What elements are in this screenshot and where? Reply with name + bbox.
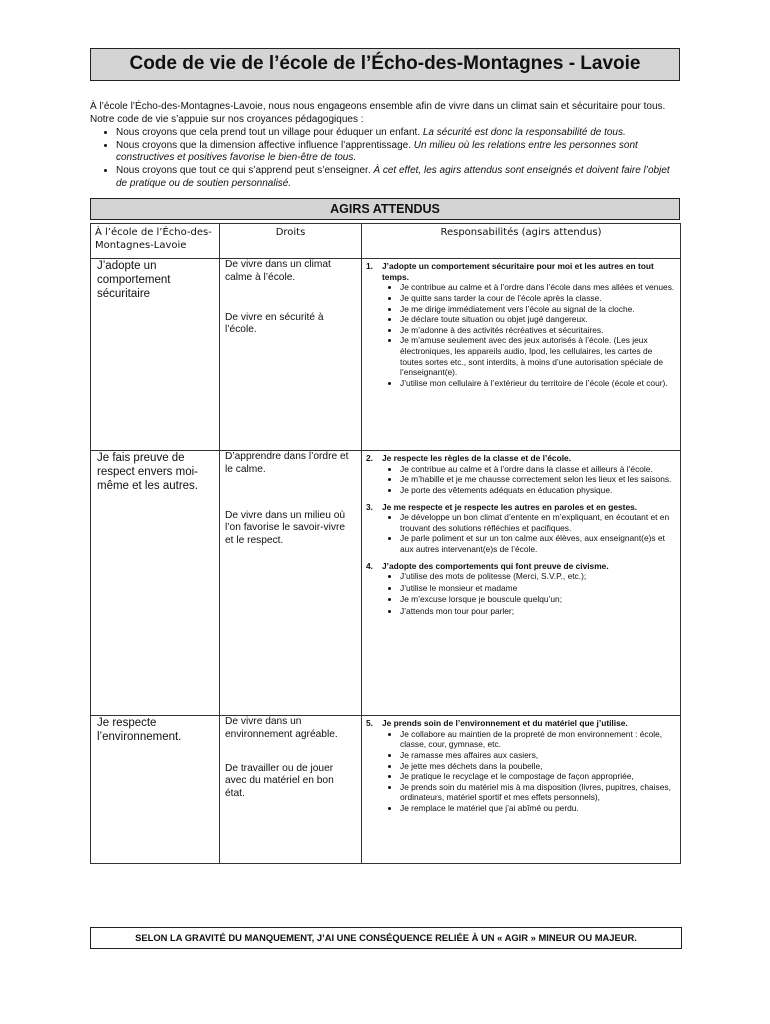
theme-cell: J’adopte un comportement sécuritaire xyxy=(91,259,220,451)
responsibilities-cell xyxy=(362,716,681,864)
responsibility-heading: 5. Je prends soin de l’environnement et du matériel que j’utilise. xyxy=(366,718,628,729)
list-item: • J’utilise le monsieur et madame xyxy=(400,583,676,594)
list-item: • Je m’adonne à des activités récréatives et sécuritaires. xyxy=(400,325,676,336)
right-item: D’apprendre dans l’ordre et le calme. xyxy=(225,451,349,475)
table-row xyxy=(91,716,681,864)
responsibility-heading: 4. J’adopte des comportements qui font preuve de civisme. xyxy=(366,560,609,571)
rights-cell xyxy=(220,451,362,716)
belief-item: • Nous croyons que tout ce qui s’apprend peut s’enseigner. À cet effet, les agirs attendus sont enseignés et doivent faire l’objet de pratique ou de soutien personnalisé. xyxy=(116,165,680,190)
column-header: Droits xyxy=(220,224,362,259)
right-item: De travailler ou de jouer avec du matériel en bon état. xyxy=(225,762,334,799)
responsibility-list xyxy=(366,512,676,554)
intro-paragraph: À l’école l’Écho-des-Montagnes-Lavoie, nous nous engageons ensemble afin de vivre dans un climat sain et sécuritaire pour tous. Notre code de vie s’appuie sur nos croyances pédagogiques : xyxy=(90,101,666,125)
section-band: AGIRS ATTENDUS xyxy=(90,198,680,220)
list-item: • Je m’amuse seulement avec des jeux autorisés à l’école. (Les jeux électroniques, les appareils audio, Ipod, les cellulaires, les cartes de toutes sortes etc., sont interdits, à moins d’une autorisation spéciale de l’enseignant(e). xyxy=(400,335,676,377)
beliefs-list xyxy=(90,127,680,190)
responsibility-list xyxy=(366,282,676,388)
theme-cell: Je respecte l’environnement. xyxy=(91,716,220,864)
list-item: • J’attends mon tour pour parler; xyxy=(400,606,676,617)
column-header: À l’école de l’Écho-des-Montagnes-Lavoie xyxy=(91,224,220,259)
intro-section xyxy=(90,101,680,190)
belief-item: • Nous croyons que la dimension affective influence l’apprentissage. Un milieu où les relations entre les personnes sont constructives et positives favorise le bien-être de tous. xyxy=(116,140,680,165)
list-item: • Je parle poliment et sur un ton calme aux élèves, aux enseignant(e)s et aux autres intervenant(e)s de l’école. xyxy=(400,533,676,554)
column-header: Responsabilités (agirs attendus) xyxy=(362,224,681,259)
list-item: • Je quitte sans tarder la cour de l’école après la classe. xyxy=(400,293,676,304)
rights-cell xyxy=(220,716,362,864)
table-header-row xyxy=(91,224,681,259)
list-item: • Je collabore au maintien de la propreté de mon environnement : école, classe, cour, gymnase, etc. xyxy=(400,729,676,750)
responsibility-list xyxy=(366,464,676,496)
responsibility-heading: 3. Je me respecte et je respecte les autres en paroles et en gestes. xyxy=(366,501,638,512)
consequence-footer: SELON LA GRAVITÉ DU MANQUEMENT, J’AI UNE CONSÉQUENCE RELIÉE À UN « AGIR » MINEUR OU MAJEUR. xyxy=(90,927,682,949)
list-item: • J’utilise des mots de politesse (Merci, S.V.P., etc.); xyxy=(400,571,676,582)
list-item: • Je prends soin du matériel mis à ma disposition (livres, pupitres, chaises, ordinateurs, matériel sportif et mes effets personnels), xyxy=(400,782,676,803)
theme-cell: Je fais preuve de respect envers moi-même et les autres. xyxy=(91,451,220,716)
responsibility-list xyxy=(366,729,676,814)
list-item: • J’utilise mon cellulaire à l’extérieur du territoire de l’école (école et cour). xyxy=(400,378,676,389)
list-item: • Je jette mes déchets dans la poubelle, xyxy=(400,761,676,772)
right-item: De vivre dans un climat calme à l’école. xyxy=(225,259,331,283)
list-item: • Je m’excuse lorsque je bouscule quelqu’un; xyxy=(400,594,676,605)
responsibility-heading: 1. J’adopte un comportement sécuritaire pour moi et les autres en tout temps. xyxy=(366,261,654,282)
table-row xyxy=(91,259,681,451)
rights-cell xyxy=(220,259,362,451)
right-item: De vivre dans un milieu où l’on favorise le savoir-vivre et le respect. xyxy=(225,509,346,546)
list-item: • Je ramasse mes affaires aux casiers, xyxy=(400,750,676,761)
table-row xyxy=(91,451,681,716)
document-title: Code de vie de l’école de l’Écho-des-Montagnes - Lavoie xyxy=(90,48,680,81)
list-item: • Je pratique le recyclage et le compostage de façon appropriée, xyxy=(400,771,676,782)
list-item: • Je contribue au calme et à l’ordre dans la classe et ailleurs à l’école. xyxy=(400,464,676,475)
responsibilities-cell xyxy=(362,451,681,716)
responsibility-list xyxy=(366,571,676,616)
list-item: • Je contribue au calme et à l’ordre dans l’école dans mes allées et venues. xyxy=(400,282,676,293)
list-item: • Je m’habille et je me chausse correctement selon les lieux et les saisons. xyxy=(400,474,676,485)
code-table xyxy=(90,223,681,864)
right-item: De vivre en sécurité à l’école. xyxy=(225,311,324,336)
right-item: De vivre dans un environnement agréable. xyxy=(225,716,338,740)
belief-item: • Nous croyons que cela prend tout un village pour éduquer un enfant. La sécurité est donc la responsabilité de tous. xyxy=(116,127,680,140)
list-item: • Je déclare toute situation ou objet jugé dangereux. xyxy=(400,314,676,325)
responsibilities-cell xyxy=(362,259,681,451)
list-item: • Je porte des vêtements adéquats en éducation physique. xyxy=(400,485,676,496)
responsibility-heading: 2. Je respecte les règles de la classe et de l’école. xyxy=(366,453,572,464)
document-page xyxy=(90,48,680,864)
list-item: • Je développe un bon climat d’entente en m’expliquant, en écoutant et en trouvant des solutions réfléchies et pacifiques. xyxy=(400,512,676,533)
list-item: • Je remplace le matériel que j’ai abîmé ou perdu. xyxy=(400,803,676,814)
list-item: • Je me dirige immédiatement vers l’école au signal de la cloche. xyxy=(400,304,676,315)
